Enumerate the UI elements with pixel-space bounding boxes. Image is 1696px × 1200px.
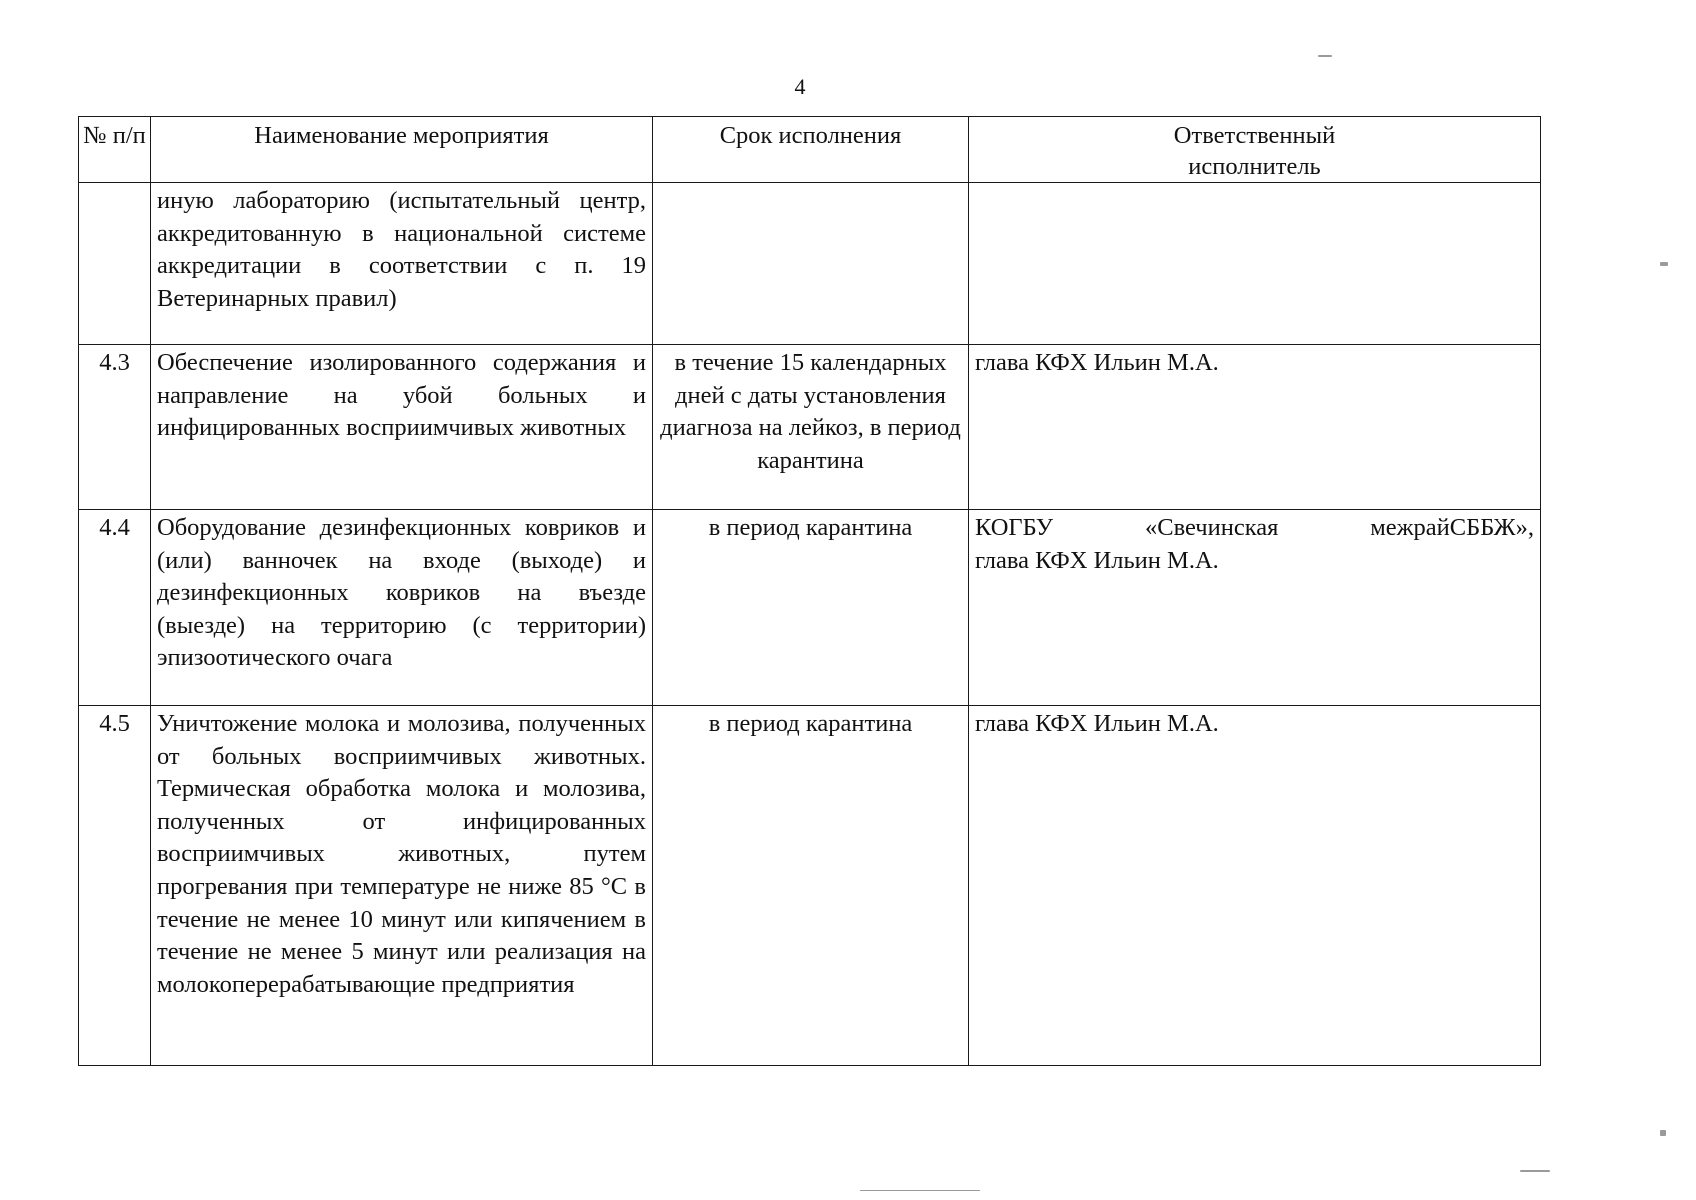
table-row bbox=[79, 510, 1541, 706]
measure-responsible bbox=[969, 183, 1541, 345]
measure-term: в период карантина bbox=[653, 510, 969, 706]
measures-table bbox=[78, 116, 1541, 1066]
measure-name: Обеспечение изолированного содержания и направление на убой больных и инфицированных восприимчивых животных bbox=[151, 345, 653, 510]
scan-speck bbox=[860, 1190, 980, 1191]
table-header-row bbox=[79, 117, 1541, 183]
measure-name: Оборудование дезинфекционных ковриков и (или) ванночек на входе (выходе) и дезинфекционных ковриков на въезде (выезде) на территорию (с территории) эпизоотического очага bbox=[151, 510, 653, 706]
header-responsible: Ответственный исполнитель bbox=[969, 117, 1541, 183]
row-number: 4.4 bbox=[79, 510, 151, 706]
scan-speck bbox=[1660, 262, 1668, 266]
scan-speck bbox=[1318, 55, 1332, 57]
measure-name: иную лабораторию (испытательный центр, аккредитованную в национальной системе аккредитации в соответствии с п. 19 Ветеринарных правил) bbox=[151, 183, 653, 345]
measure-responsible: глава КФХ Ильин М.А. bbox=[969, 706, 1541, 1066]
measure-term: в период карантина bbox=[653, 706, 969, 1066]
scan-speck bbox=[1520, 1170, 1550, 1172]
responsible-line: глава КФХ Ильин М.А. bbox=[975, 546, 1219, 574]
table-row bbox=[79, 345, 1541, 510]
measure-term: в течение 15 календарных дней с даты установления диагноза на лейкоз, в период карантина bbox=[653, 345, 969, 510]
page-number: 4 bbox=[794, 74, 806, 99]
table-row bbox=[79, 706, 1541, 1066]
responsible-line: КОГБУ «Свечинская межрайСББЖ», bbox=[975, 514, 1534, 541]
measure-name: Уничтожение молока и молозива, полученных от больных восприимчивых животных. Термическая обработка молока и молозива, полученных от инфицированных восприимчивых животных, путем прогревания при температуре не ниже 85 °С в течение не менее 10 минут или кипячением в течение не менее 5 минут или реализация на молокоперерабатывающие предприятия bbox=[151, 706, 653, 1066]
header-term: Срок исполнения bbox=[653, 117, 969, 183]
measure-term bbox=[653, 183, 969, 345]
measure-responsible bbox=[969, 510, 1541, 706]
row-number: 4.3 bbox=[79, 345, 151, 510]
table-row bbox=[79, 183, 1541, 345]
row-number: 4.5 bbox=[79, 706, 151, 1066]
header-num: № п/п bbox=[79, 117, 151, 183]
header-name: Наименование мероприятия bbox=[151, 117, 653, 183]
scan-speck bbox=[1660, 1130, 1666, 1136]
measure-responsible: глава КФХ Ильин М.А. bbox=[969, 345, 1541, 510]
row-number bbox=[79, 183, 151, 345]
